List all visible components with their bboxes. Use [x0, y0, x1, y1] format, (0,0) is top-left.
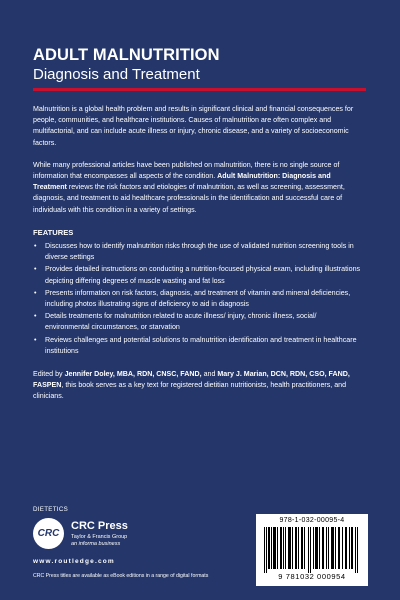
- feature-item: • Presents information on risk factors, diagnosis, and treatment of vitamin and mineral deficiencies, including photos illustrating signs of deficiency to aid in diagnosis: [33, 288, 363, 310]
- barcode-bars-icon: [262, 527, 362, 573]
- editors-suffix: , this book serves as a key text for registered dietitian nutritionists, health practitioners, and clinicians.: [33, 381, 347, 401]
- editors-paragraph: [33, 369, 363, 403]
- red-divider-rule: [33, 88, 366, 91]
- publisher-website: www.routledge.com: [33, 558, 115, 565]
- publisher-logo: [33, 518, 213, 558]
- isbn-number: 978-1-032-00095-4: [279, 517, 345, 524]
- editors-prefix: Edited by: [33, 370, 65, 379]
- description-body: [33, 104, 363, 414]
- publisher-group: Taylor & Francis Group: [71, 534, 128, 540]
- editor-name-1: Jennifer Doley, MBA, RDN, CNSC, FAND,: [64, 370, 202, 379]
- barcode-digits: 9 781032 000954: [278, 572, 346, 581]
- book-title: ADULT MALNUTRITION: [33, 46, 220, 64]
- ebook-note: CRC Press titles are available as eBook editions in a range of digital formats: [33, 573, 209, 579]
- editor-name-2: Mary J. Marian, DCN, RDN, CSO, FAND, FASPEN: [33, 370, 350, 390]
- features-heading: FEATURES: [33, 227, 74, 237]
- feature-item: • Details treatments for malnutrition related to acute illness/ injury, chronic illness, social/ environmental circumstances, or starvation: [33, 311, 363, 333]
- crc-logo-icon: CRC: [33, 518, 64, 549]
- intro-p2-text-b: reviews the risk factors and etiologies of malnutrition, as well as screening, assessment, diagnosis, and treatment to aid healthcare professionals in the identification and successful care of individuals with this condition in a variety of settings.: [33, 183, 345, 214]
- book-title-inline: Adult Malnutrition: Diagnosis and Treatment: [33, 172, 331, 192]
- feature-item: • Discusses how to identify malnutrition risks through the use of validated nutrition screening tools in diverse settings: [33, 241, 363, 263]
- intro-p2-text-a: While many professional articles have been published on malnutrition, there is no single source of information that encompasses all aspects of the condition.: [33, 160, 340, 181]
- features-list: [33, 241, 363, 357]
- feature-item: • Provides detailed instructions on conducting a nutrition-focused physical exam, including illustrations depicting differing degrees of muscle wasting and fat loss: [33, 264, 363, 286]
- publisher-tagline: an informa business: [71, 541, 121, 547]
- intro-paragraph-1: Malnutrition is a global health problem and results in significant clinical and financial consequences for people, communities, and healthcare institutions. Causes of malnutrition are often complex and multifactorial, and can include acute illness or injury, chronic disease, and a variety of socioeconomic factors.: [33, 105, 354, 147]
- book-subtitle: Diagnosis and Treatment: [33, 66, 200, 83]
- publisher-name: CRC Press: [71, 520, 128, 532]
- editors-middle: and: [201, 370, 218, 379]
- isbn-barcode: [256, 514, 368, 586]
- intro-paragraph-2: [33, 160, 363, 216]
- feature-item: • Reviews challenges and potential solutions to malnutrition identification and treatment in healthcare institutions: [33, 335, 363, 357]
- category-label: DIETETICS: [33, 506, 69, 513]
